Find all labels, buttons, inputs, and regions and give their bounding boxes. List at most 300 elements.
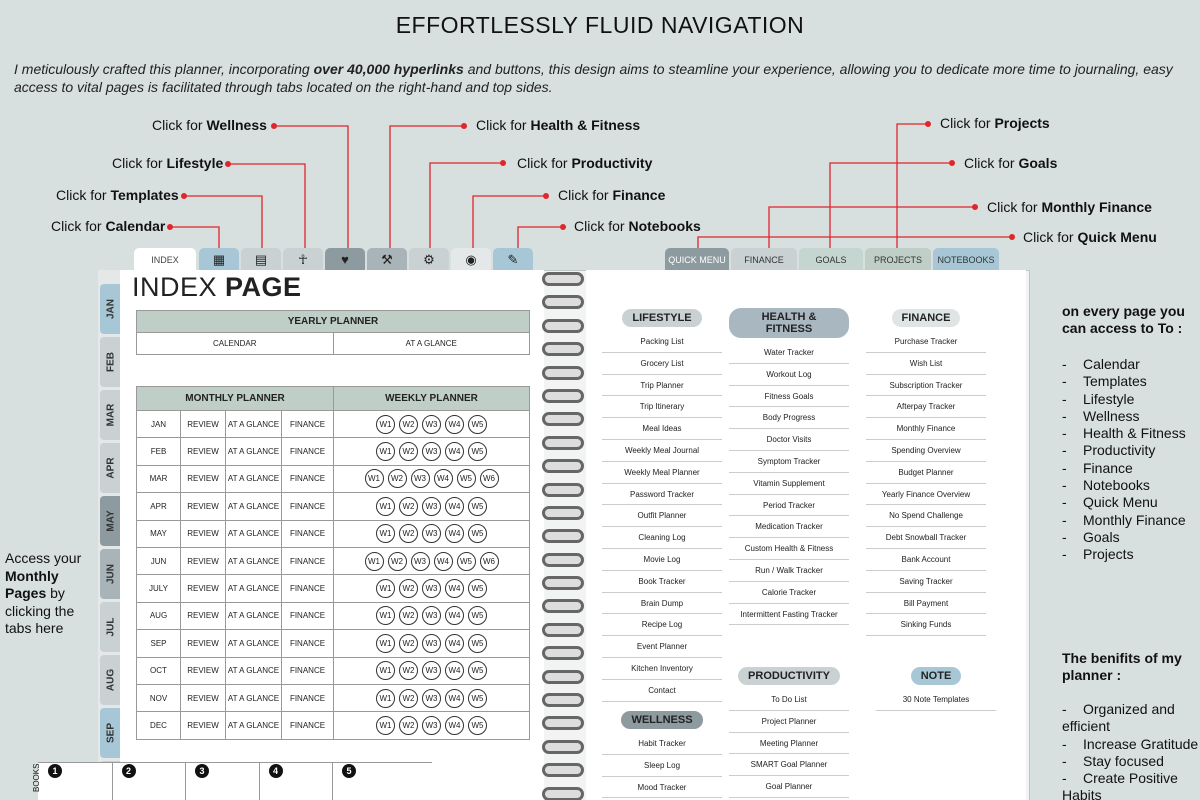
tab-notebooks[interactable] — [493, 248, 533, 272]
week-button[interactable]: W5 — [468, 579, 487, 598]
month-link[interactable]: NOV — [137, 684, 181, 711]
month-link[interactable]: AUG — [137, 602, 181, 629]
week-button[interactable]: W4 — [445, 689, 464, 708]
month-link[interactable]: OCT — [137, 657, 181, 684]
spiral-ring — [542, 740, 584, 754]
notebook-icon: ✎ — [507, 252, 519, 267]
menu-item[interactable]: Sleep Log — [602, 755, 722, 777]
week-links — [334, 438, 530, 465]
benefit-item: - Increase Gratitude — [1062, 736, 1200, 753]
callout-finance: Click for Finance — [558, 187, 666, 203]
productivity-pill[interactable]: PRODUCTIVITY — [738, 667, 840, 685]
spiral-ring — [542, 295, 584, 309]
week-button[interactable]: W3 — [422, 716, 441, 735]
menu-item[interactable]: Weekly Meal Planner — [602, 462, 722, 484]
glance-link[interactable]: AT A GLANCE — [226, 657, 282, 684]
spiral-ring — [542, 459, 584, 473]
spiral-ring — [542, 529, 584, 543]
menu-item[interactable]: To Do List — [729, 689, 849, 711]
month-tab-label: FEB — [105, 352, 117, 372]
book-divider — [259, 762, 260, 800]
table-row — [137, 411, 530, 438]
review-link[interactable]: REVIEW — [181, 575, 226, 602]
glance-link[interactable]: AT A GLANCE — [226, 438, 282, 465]
spiral-ring — [542, 506, 584, 520]
finance-link[interactable]: FINANCE — [282, 547, 334, 574]
spiral-ring — [542, 553, 584, 567]
menu-item[interactable]: Spending Overview — [866, 440, 986, 462]
tab-wellness[interactable] — [283, 248, 323, 272]
menu-item[interactable]: Subscription Tracker — [866, 375, 986, 397]
callout-goals: Click for Goals — [964, 155, 1058, 171]
menu-item[interactable]: Project Planner — [729, 711, 849, 733]
menu-item[interactable]: Yearly Finance Overview — [866, 484, 986, 506]
menu-item[interactable]: Movie Log — [602, 549, 722, 571]
table-row — [137, 575, 530, 602]
review-link[interactable]: REVIEW — [181, 520, 226, 547]
spiral-ring — [542, 366, 584, 380]
week-button[interactable]: W3 — [411, 469, 430, 488]
finance-link[interactable]: FINANCE — [282, 438, 334, 465]
week-button[interactable]: W2 — [399, 497, 418, 516]
week-button[interactable]: W4 — [434, 469, 453, 488]
tab-calendar[interactable] — [199, 248, 239, 272]
table-row — [137, 493, 530, 520]
menu-item[interactable]: SMART Goal Planner — [729, 754, 849, 776]
menu-item[interactable]: Doctor Visits — [729, 429, 849, 451]
month-tab-feb[interactable] — [100, 337, 122, 387]
side-benefits — [1062, 650, 1200, 800]
menu-item[interactable]: Book Tracker — [602, 571, 722, 593]
side-list-item: - Quick Menu — [1062, 494, 1198, 511]
planner-notebook — [98, 248, 1030, 800]
week-button[interactable]: W6 — [480, 552, 499, 571]
glance-link[interactable]: AT A GLANCE — [226, 547, 282, 574]
week-button[interactable]: W4 — [445, 661, 464, 680]
review-link[interactable]: REVIEW — [181, 602, 226, 629]
side-list-item: - Productivity — [1062, 442, 1198, 459]
menu-item[interactable]: 30 Note Templates — [876, 689, 996, 711]
month-tab-jul[interactable] — [100, 602, 122, 652]
book-number[interactable]: 4 — [269, 764, 283, 778]
tab-health[interactable] — [367, 248, 407, 272]
book-number[interactable]: 3 — [195, 764, 209, 778]
piggy-icon: ◉ — [465, 252, 477, 267]
menu-item[interactable]: Workout Log — [729, 364, 849, 386]
week-button[interactable]: W5 — [468, 689, 487, 708]
menu-item[interactable]: Calorie Tracker — [729, 582, 849, 604]
review-link[interactable]: REVIEW — [181, 465, 226, 492]
finance-link[interactable]: FINANCE — [282, 712, 334, 739]
menu-item[interactable]: Meal Ideas — [602, 418, 722, 440]
spiral-ring — [542, 389, 584, 403]
menu-item[interactable]: Purchase Tracker — [866, 331, 986, 353]
finance-link[interactable]: FINANCE — [282, 602, 334, 629]
week-button[interactable]: W5 — [457, 469, 476, 488]
spiral-ring — [542, 272, 584, 286]
menu-item[interactable]: Event Planner — [602, 636, 722, 658]
week-button[interactable]: W1 — [376, 716, 395, 735]
week-button[interactable]: W3 — [422, 661, 441, 680]
month-tab-jun[interactable] — [100, 549, 122, 599]
page-title: INDEX PAGE — [132, 272, 302, 302]
week-button[interactable]: W4 — [445, 442, 464, 461]
week-button[interactable]: W4 — [445, 579, 464, 598]
wellness-pill[interactable]: WELLNESS — [621, 711, 702, 729]
finance-link[interactable]: FINANCE — [282, 493, 334, 520]
tab-quick-menu[interactable]: QUICK MENU — [665, 248, 729, 272]
chart-icon: ⚙ — [423, 252, 435, 267]
week-button[interactable]: W5 — [468, 716, 487, 735]
menu-item[interactable]: Afterpay Tracker — [866, 396, 986, 418]
week-links — [334, 493, 530, 520]
week-button[interactable]: W4 — [445, 497, 464, 516]
benefit-item: - Organized and efficient — [1062, 701, 1200, 736]
menu-item[interactable]: Wish List — [866, 353, 986, 375]
glance-link[interactable]: AT A GLANCE — [226, 411, 282, 438]
week-button[interactable]: W1 — [376, 606, 395, 625]
month-tab-label: APR — [105, 457, 117, 479]
dumbbell-icon: ⚒ — [381, 252, 393, 267]
yearly-header: YEARLY PLANNER — [137, 311, 530, 333]
week-button[interactable]: W1 — [365, 469, 384, 488]
menu-item[interactable]: Saving Tracker — [866, 571, 986, 593]
menu-item[interactable]: Meeting Planner — [729, 733, 849, 755]
week-button[interactable]: W5 — [468, 415, 487, 434]
index-page — [120, 270, 544, 800]
week-button[interactable]: W4 — [434, 552, 453, 571]
menu-item[interactable]: Brain Dump — [602, 593, 722, 615]
tab-templates[interactable] — [241, 248, 281, 272]
menu-item[interactable]: Goal Planner — [729, 776, 849, 798]
spiral-ring — [542, 436, 584, 450]
review-link[interactable]: REVIEW — [181, 438, 226, 465]
week-button[interactable]: W5 — [468, 634, 487, 653]
week-links — [334, 547, 530, 574]
glance-link[interactable]: AT A GLANCE — [226, 684, 282, 711]
review-link[interactable]: REVIEW — [181, 547, 226, 574]
menu-item[interactable]: Weekly Meal Journal — [602, 440, 722, 462]
month-link[interactable]: DEC — [137, 712, 181, 739]
spiral-binding — [542, 272, 588, 800]
week-button[interactable]: W5 — [468, 606, 487, 625]
book-divider — [332, 762, 333, 800]
week-button[interactable]: W3 — [422, 689, 441, 708]
category-health — [729, 308, 849, 625]
callout-lifestyle: Click for Lifestyle — [112, 155, 224, 171]
benefit-item: - Stay focused — [1062, 753, 1200, 770]
tab-finance[interactable] — [451, 248, 491, 272]
week-button[interactable]: W5 — [468, 497, 487, 516]
month-link[interactable]: FEB — [137, 438, 181, 465]
week-button[interactable]: W2 — [399, 716, 418, 735]
week-button[interactable]: W6 — [480, 469, 499, 488]
spiral-ring — [542, 342, 584, 356]
menu-item[interactable]: Password Tracker — [602, 484, 722, 506]
month-tab-aug[interactable] — [100, 655, 122, 705]
week-button[interactable]: W2 — [388, 552, 407, 571]
week-button[interactable]: W3 — [422, 606, 441, 625]
calendar-icon: ▦ — [212, 252, 226, 267]
document-icon: ▤ — [254, 252, 268, 267]
menu-item[interactable]: Cleaning Log — [602, 527, 722, 549]
table-row — [137, 657, 530, 684]
menu-item[interactable]: Vitamin Supplement — [729, 473, 849, 495]
book-divider — [112, 762, 113, 800]
week-button[interactable]: W4 — [445, 606, 464, 625]
finance-link[interactable]: FINANCE — [282, 630, 334, 657]
health-pill[interactable]: HEALTH & FITNESS — [729, 308, 849, 338]
week-button[interactable]: W5 — [468, 661, 487, 680]
side-list-item: - Lifestyle — [1062, 391, 1198, 408]
menu-item[interactable]: Body Progress — [729, 407, 849, 429]
review-link[interactable]: REVIEW — [181, 712, 226, 739]
week-links — [334, 712, 530, 739]
glance-link[interactable]: AT A GLANCE — [226, 712, 282, 739]
glance-link[interactable]: AT A GLANCE — [226, 630, 282, 657]
heart-hand-icon: ♥ — [341, 252, 349, 267]
month-link[interactable]: SEP — [137, 630, 181, 657]
finance-link[interactable]: FINANCE — [282, 575, 334, 602]
glance-link[interactable]: AT A GLANCE — [226, 493, 282, 520]
menu-item[interactable]: Grocery List — [602, 353, 722, 375]
menu-item[interactable]: Water Tracker — [729, 342, 849, 364]
menu-item[interactable]: Intermittent Fasting Tracker — [729, 604, 849, 626]
finance-link[interactable]: FINANCE — [282, 684, 334, 711]
weekly-header: WEEKLY PLANNER — [334, 387, 530, 411]
month-tab-apr[interactable] — [100, 443, 122, 493]
month-tab-may[interactable] — [100, 496, 122, 546]
tab-notebooks-text[interactable]: NOTEBOOKS — [933, 248, 999, 272]
review-link[interactable]: REVIEW — [181, 684, 226, 711]
week-button[interactable]: W3 — [422, 579, 441, 598]
table-row — [137, 438, 530, 465]
table-row — [137, 712, 530, 739]
finance-link[interactable]: FINANCE — [282, 411, 334, 438]
review-link[interactable]: REVIEW — [181, 657, 226, 684]
month-tab-mar[interactable] — [100, 390, 122, 440]
menu-item[interactable]: Outfit Planner — [602, 505, 722, 527]
menu-item[interactable]: Trip Itinerary — [602, 396, 722, 418]
menu-item[interactable]: Kitchen Inventory — [602, 658, 722, 680]
week-button[interactable]: W1 — [365, 552, 384, 571]
month-tab-sep[interactable] — [100, 708, 122, 758]
monthly-planner-table — [136, 386, 530, 740]
menu-item[interactable]: Sinking Funds — [866, 614, 986, 636]
tab-productivity[interactable] — [409, 248, 449, 272]
week-button[interactable]: W5 — [468, 524, 487, 543]
finance-link[interactable]: FINANCE — [282, 465, 334, 492]
week-button[interactable]: W2 — [399, 606, 418, 625]
finance-link[interactable]: FINANCE — [282, 657, 334, 684]
yearly-calendar-link[interactable]: CALENDAR — [137, 333, 334, 355]
spiral-ring — [542, 763, 584, 777]
menu-item[interactable]: Period Tracker — [729, 495, 849, 517]
monthly-header: MONTHLY PLANNER — [137, 387, 334, 411]
benefits-heading: The benifits of my planner : — [1062, 650, 1182, 683]
month-link[interactable]: APR — [137, 493, 181, 520]
table-row — [137, 520, 530, 547]
week-button[interactable]: W2 — [399, 634, 418, 653]
menu-item[interactable]: Bill Payment — [866, 593, 986, 615]
menu-item[interactable]: Mood Tracker — [602, 777, 722, 799]
callout-wellness: Click for Wellness — [152, 117, 267, 133]
tab-index[interactable]: INDEX — [134, 248, 196, 272]
month-tab-label: JUN — [105, 563, 117, 585]
week-button[interactable]: W4 — [445, 524, 464, 543]
week-button[interactable]: W2 — [399, 689, 418, 708]
week-button[interactable]: W1 — [376, 415, 395, 434]
finance-link[interactable]: FINANCE — [282, 520, 334, 547]
side-list-item: - Finance — [1062, 460, 1198, 477]
yearly-planner-table — [136, 310, 530, 355]
tab-goals[interactable]: GOALS — [799, 248, 863, 272]
side-access-list — [1062, 303, 1198, 564]
week-button[interactable]: W2 — [388, 469, 407, 488]
table-row — [137, 630, 530, 657]
quick-menu-page — [586, 270, 1026, 800]
tab-lifestyle[interactable] — [325, 248, 365, 272]
week-button[interactable]: W1 — [376, 689, 395, 708]
spiral-ring — [542, 670, 584, 684]
review-link[interactable]: REVIEW — [181, 411, 226, 438]
glance-link[interactable]: AT A GLANCE — [226, 465, 282, 492]
category-finance — [866, 308, 986, 636]
month-link[interactable]: MAY — [137, 520, 181, 547]
week-button[interactable]: W1 — [376, 634, 395, 653]
table-row — [137, 684, 530, 711]
menu-item[interactable]: Trip Planner — [602, 375, 722, 397]
book-divider — [185, 762, 186, 800]
month-link[interactable]: JULY — [137, 575, 181, 602]
week-button[interactable]: W5 — [457, 552, 476, 571]
week-button[interactable]: W3 — [422, 442, 441, 461]
menu-item[interactable]: No Spend Challenge — [866, 505, 986, 527]
menu-item[interactable]: Medication Tracker — [729, 516, 849, 538]
week-button[interactable]: W3 — [422, 634, 441, 653]
yoga-icon: ☥ — [298, 252, 308, 267]
menu-item[interactable]: Monthly Finance — [866, 418, 986, 440]
review-link[interactable]: REVIEW — [181, 493, 226, 520]
headline: EFFORTLESSLY FLUID NAVIGATION — [395, 12, 805, 38]
callout-templates: Click for Templates — [56, 187, 179, 203]
week-button[interactable]: W1 — [376, 661, 395, 680]
book-number[interactable]: 1 — [48, 764, 62, 778]
week-links — [334, 575, 530, 602]
week-button[interactable]: W4 — [445, 634, 464, 653]
menu-item[interactable]: Fitness Goals — [729, 386, 849, 408]
spiral-ring — [542, 576, 584, 590]
week-button[interactable]: W1 — [376, 497, 395, 516]
week-button[interactable]: W2 — [399, 579, 418, 598]
tab-monthly-finance[interactable]: FINANCE — [731, 248, 797, 272]
spiral-ring — [542, 623, 584, 637]
side-list-item: - Templates — [1062, 373, 1198, 390]
menu-item[interactable]: Habit Tracker — [602, 733, 722, 755]
menu-item[interactable]: Debt Snowball Tracker — [866, 527, 986, 549]
spiral-ring — [542, 412, 584, 426]
finance-pill[interactable]: FINANCE — [892, 309, 961, 327]
week-button[interactable]: W4 — [445, 415, 464, 434]
month-tab-label: MAR — [105, 403, 117, 427]
category-productivity — [729, 666, 849, 798]
menu-item[interactable]: Packing List — [602, 331, 722, 353]
week-button[interactable]: W2 — [399, 415, 418, 434]
week-button[interactable]: W2 — [399, 524, 418, 543]
note-pill[interactable]: NOTE — [911, 667, 962, 685]
week-button[interactable]: W1 — [376, 579, 395, 598]
table-row — [137, 465, 530, 492]
menu-item[interactable]: Recipe Log — [602, 614, 722, 636]
book-number[interactable]: 2 — [122, 764, 136, 778]
menu-item[interactable]: Budget Planner — [866, 462, 986, 484]
month-link[interactable]: JUN — [137, 547, 181, 574]
menu-item[interactable]: Symptom Tracker — [729, 451, 849, 473]
spiral-ring — [542, 787, 584, 800]
category-wellness — [602, 710, 722, 798]
yearly-glance-link[interactable]: AT A GLANCE — [333, 333, 530, 355]
week-button[interactable]: W1 — [376, 524, 395, 543]
books-label: BOOKS — [32, 763, 41, 792]
callout-projects: Click for Projects — [940, 115, 1050, 131]
category-lifestyle — [602, 308, 722, 702]
week-links — [334, 602, 530, 629]
week-links — [334, 630, 530, 657]
week-button[interactable]: W3 — [422, 497, 441, 516]
week-button[interactable]: W4 — [445, 716, 464, 735]
month-tab-jan[interactable] — [100, 284, 122, 334]
side-heading: on every page you can access to To : — [1062, 303, 1185, 336]
review-link[interactable]: REVIEW — [181, 630, 226, 657]
spiral-ring — [542, 319, 584, 333]
month-tab-label: JAN — [105, 298, 117, 320]
week-button[interactable]: W3 — [422, 524, 441, 543]
month-link[interactable]: JAN — [137, 411, 181, 438]
week-links — [334, 684, 530, 711]
month-link[interactable]: MAR — [137, 465, 181, 492]
glance-link[interactable]: AT A GLANCE — [226, 602, 282, 629]
month-tab-label: JUL — [105, 617, 117, 637]
category-note — [876, 666, 996, 711]
callout-monthly-finance: Click for Monthly Finance — [987, 199, 1152, 215]
table-row — [137, 547, 530, 574]
tab-projects[interactable]: PROJECTS — [865, 248, 931, 272]
week-button[interactable]: W3 — [411, 552, 430, 571]
week-button[interactable]: W2 — [399, 442, 418, 461]
month-tab-label: SEP — [105, 722, 117, 744]
spiral-ring — [542, 646, 584, 660]
lifestyle-pill[interactable]: LIFESTYLE — [622, 309, 701, 327]
side-list-item: - Projects — [1062, 546, 1198, 563]
week-button[interactable]: W1 — [376, 442, 395, 461]
glance-link[interactable]: AT A GLANCE — [226, 575, 282, 602]
access-note: Access your Monthly Pages by clicking the tabs here — [5, 550, 82, 636]
month-tab-label: AUG — [105, 668, 117, 692]
side-list-item: - Notebooks — [1062, 477, 1198, 494]
menu-item[interactable]: Run / Walk Tracker — [729, 560, 849, 582]
menu-item[interactable]: Contact — [602, 680, 722, 702]
side-list-item: - Health & Fitness — [1062, 425, 1198, 442]
book-number[interactable]: 5 — [342, 764, 356, 778]
menu-item[interactable]: Bank Account — [866, 549, 986, 571]
benefit-item: - Create Positive Habits — [1062, 770, 1200, 800]
week-button[interactable]: W2 — [399, 661, 418, 680]
week-button[interactable]: W5 — [468, 442, 487, 461]
table-row — [137, 602, 530, 629]
menu-item[interactable]: Custom Health & Fitness — [729, 538, 849, 560]
week-button[interactable]: W3 — [422, 415, 441, 434]
glance-link[interactable]: AT A GLANCE — [226, 520, 282, 547]
